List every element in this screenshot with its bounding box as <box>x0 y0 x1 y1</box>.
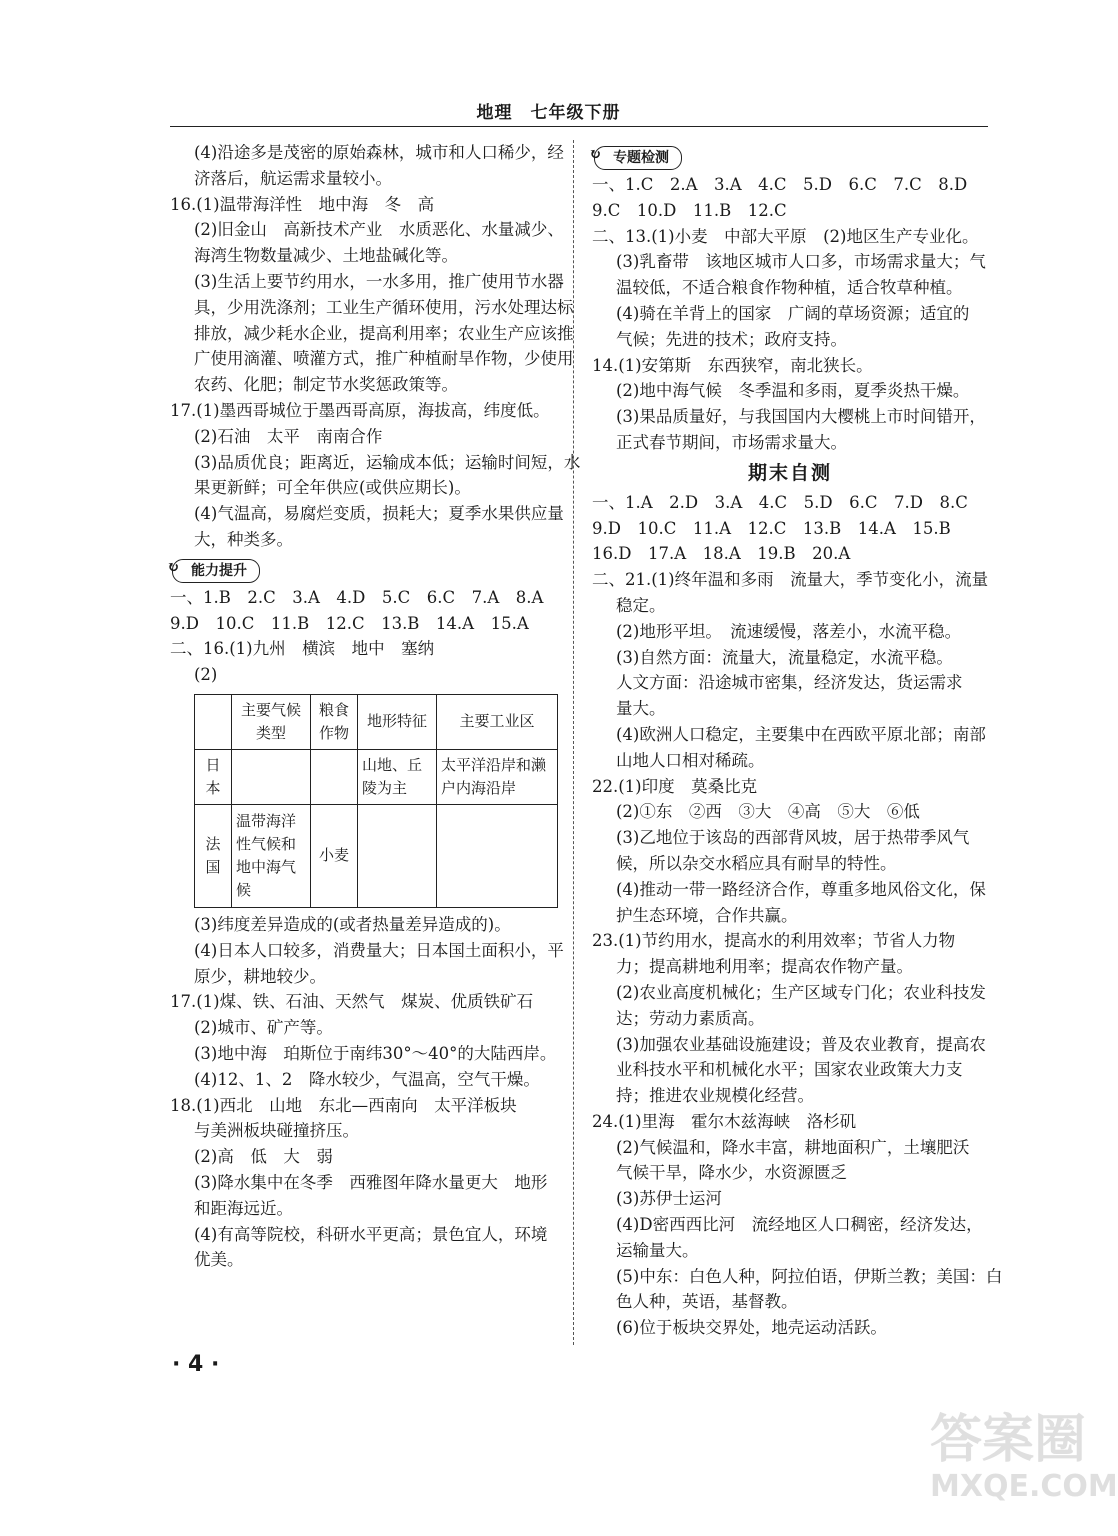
answer-line: 9.D 10.C 11.A 12.C 13.B 14.A 15.B <box>592 518 951 538</box>
answer-line: 一、1.B 2.C 3.A 4.D 5.C 6.C 7.A 8.A <box>170 587 544 607</box>
table-header-cell: 主要工业区 <box>437 694 558 749</box>
answer-line: (4)骑在羊背上的国家 广阔的草场资源；适宜的 <box>616 303 970 323</box>
answer-line: 量大。 <box>616 699 666 719</box>
answer-line: 温较低，不适合粮食作物种植，适合牧草种植。 <box>616 278 963 298</box>
answer-line: 达；劳动力素质高。 <box>616 1008 765 1028</box>
answer-line: (4)有高等院校，科研水平更高；景色宜人，环境 <box>194 1224 548 1244</box>
answer-line: (2)高 低 大 弱 <box>194 1147 333 1167</box>
watermark-text-cn: 答案圈 <box>930 1410 1087 1470</box>
section-badge-ability <box>167 557 260 583</box>
answer-line: (4)推动一带一路经济合作，尊重多地风俗文化，保 <box>616 879 986 899</box>
answer-line: (4)欧洲人口稳定，主要集中在西欧平原北部；南部 <box>616 724 986 744</box>
answer-line: (3)果品质量好，与我国国内大樱桃上市时间错开， <box>616 407 986 427</box>
table-cell-country: 法国 <box>195 804 232 907</box>
answer-line: 与美洲板块碰撞挤压。 <box>194 1121 359 1141</box>
answer-line: 力；提高耕地利用率；提高农作物产量。 <box>616 957 913 977</box>
page-header: 地理 七年级下册 <box>476 103 621 123</box>
swirl-arrow-icon: ↻ <box>167 557 180 576</box>
table-header-cell: 粮食作物 <box>311 694 358 749</box>
answer-line: 二、16.(1)九州 横滨 地中 塞纳 <box>170 639 435 659</box>
answer-line: (2)石油 太平 南南合作 <box>194 426 383 446</box>
watermark-text-en: MXQE.COM <box>930 1469 1118 1504</box>
answer-line: (4)沿途多是茂密的原始森林，城市和人口稀少，经 <box>194 143 564 162</box>
badge-label: 专题检测 <box>613 150 669 166</box>
answer-line: 果更新鲜；可全年供应(或供应期长)。 <box>194 478 471 498</box>
answer-line: (6)位于板块交界处，地壳运动活跃。 <box>616 1318 887 1338</box>
table-cell <box>232 749 311 804</box>
answer-line: 9.C 10.D 11.B 12.C <box>592 200 787 220</box>
answer-line: 护生态环境，合作共赢。 <box>616 905 798 925</box>
right-answers-topic <box>592 172 988 456</box>
answer-line: (2)农业高度机械化；生产区域专门化；农业科技发 <box>616 982 986 1002</box>
answer-line: 持；推进农业规模化经营。 <box>616 1086 814 1106</box>
section-badge-topic-test <box>589 145 682 170</box>
answer-line: (2)旧金山 高新技术产业 水质恶化、水量减少、 <box>194 220 564 240</box>
table-cell-country: 日本 <box>195 749 232 804</box>
answer-line: (2)①东 ②西 ③大 ④高 ⑤大 ⑥低 <box>616 802 920 822</box>
answer-line: (3)苏伊士运河 <box>616 1189 722 1209</box>
answer-line: 大，种类多。 <box>194 529 293 549</box>
answer-line: 9.D 10.C 11.B 12.C 13.B 14.A 15.A <box>170 613 529 633</box>
answer-line: (3)降水集中在冬季 西雅图年降水量更大 地形 <box>194 1172 548 1192</box>
answer-line: 业科技水平和机械化水平；国家农业政策大力支 <box>616 1060 963 1080</box>
answer-line: 一、1.A 2.D 3.A 4.C 5.D 6.C 7.D 8.C <box>592 492 968 512</box>
answer-line: 16.(1)温带海洋性 地中海 冬 高 <box>170 194 435 214</box>
watermark-logo <box>930 1410 1118 1530</box>
answer-line: 人文方面：沿途城市密集，经济发达，货运需求 <box>616 673 963 693</box>
answer-line: 一、1.C 2.A 3.A 4.C 5.D 6.C 7.C 8.D <box>592 175 968 194</box>
answer-line: (4)日本人口较多，消费量大；日本国土面积小，平 <box>194 940 564 960</box>
answer-line: 色人种，英语，基督教。 <box>616 1292 798 1312</box>
answer-line: (4)12、1、2 降水较少，气温高，空气干燥。 <box>194 1069 540 1089</box>
answer-line: 16.D 17.A 18.A 19.B 20.A <box>592 544 851 564</box>
header-rule <box>170 126 988 127</box>
table-header-row <box>195 694 558 749</box>
table-cell <box>311 749 358 804</box>
answer-line: (3)纬度差异造成的(或者热量差异造成的)。 <box>194 914 511 934</box>
answer-line: (3)地中海 珀斯位于南纬30°～40°的大陆西岸。 <box>194 1043 557 1063</box>
table-cell: 太平洋沿岸和濑户内海沿岸 <box>437 749 558 804</box>
left-answers-mid <box>170 585 562 688</box>
answer-line: 22.(1)印度 莫桑比克 <box>592 776 758 796</box>
answer-line: (4)气温高，易腐烂变质，损耗大；夏季水果供应量 <box>194 504 564 524</box>
answer-line: 二、21.(1)终年温和多雨 流量大，季节变化小，流量 <box>592 570 989 590</box>
answer-line: (3)品质优良；距离近，运输成本低；运输时间短，水 <box>194 452 581 472</box>
table-cell <box>437 804 558 907</box>
left-column <box>167 140 581 1273</box>
answer-line: 二、13.(1)小麦 中部大平原 (2)地区生产专业化。 <box>592 226 979 246</box>
answer-line: 山地人口相对稀疏。 <box>616 750 765 770</box>
table-cell: 小麦 <box>311 804 358 907</box>
swirl-arrow-icon: ↻ <box>589 145 602 163</box>
answer-line: 和距海远近。 <box>194 1198 293 1218</box>
left-answers-top <box>170 140 581 553</box>
answer-line: (3)加强农业基础设施建设；普及农业教育，提高农 <box>616 1034 986 1054</box>
answer-line: 18.(1)西北 山地 东北—西南向 太平洋板块 <box>170 1095 517 1115</box>
answer-line: (3)生活上要节约用水，一水多用，推广使用节水器 <box>194 271 564 291</box>
answer-line: 具，少用洗涤剂；工业生产循环使用，污水处理达标 <box>194 297 574 317</box>
right-column <box>589 140 1003 1341</box>
table-header-cell: 主要气候类型 <box>232 694 311 749</box>
answer-line: 原少，耕地较少。 <box>194 966 326 986</box>
answer-line: (2)气候温和，降水丰富，耕地面积广，土壤肥沃 <box>616 1137 970 1157</box>
answer-line: (2)城市、矿产等。 <box>194 1018 333 1038</box>
table-cell: 温带海洋性气候和地中海气候 <box>232 804 311 907</box>
answer-line: 济落后，航运需求量较小。 <box>194 168 392 188</box>
answer-line: (5)中东：白色人种，阿拉伯语，伊斯兰教；美国：白 <box>616 1266 1003 1286</box>
table-row <box>195 749 558 804</box>
answer-line: 广使用滴灌、喷灌方式，推广种植耐旱作物，少使用 <box>194 349 574 369</box>
table-cell <box>358 804 437 907</box>
answer-line: (2)地中海气候 冬季温和多雨，夏季炎热干燥。 <box>616 381 970 401</box>
answer-line: 23.(1)节约用水，提高水的利用效率；节省人力物 <box>592 931 956 951</box>
badge-label: 能力提升 <box>191 562 247 579</box>
page-number: · 4 · <box>172 1352 220 1377</box>
answer-line: (2)地形平坦。 流速缓慢，落差小，水流平稳。 <box>616 621 962 641</box>
answer-line: 14.(1)安第斯 东西狭窄，南北狭长。 <box>592 355 873 375</box>
answer-table <box>194 694 558 908</box>
answer-line: 海湾生物数量减少、土地盐碱化等。 <box>194 246 458 266</box>
answer-line: (3)自然方面：流量大，流量稳定，水流平稳。 <box>616 647 953 667</box>
answer-line: 气候；先进的技术；政府支持。 <box>616 329 847 349</box>
answer-line: 排放，减少耗水企业，提高利用率；农业生产应该推 <box>194 323 574 343</box>
answer-line: (3)乳畜带 该地区城市人口多，市场需求量大；气 <box>616 252 986 272</box>
answer-line: (4)D密西西比河 流经地区人口稠密，经济发达， <box>616 1215 983 1235</box>
section-title-final-test: 期末自测 <box>747 461 832 484</box>
answer-line: 优美。 <box>194 1250 244 1270</box>
answer-line: 正式春节期间，市场需求量大。 <box>616 432 847 452</box>
table-header-cell <box>195 694 232 749</box>
answer-line: (2) <box>194 665 218 685</box>
table-cell: 山地、丘陵为主 <box>358 749 437 804</box>
answer-line: 17.(1)墨西哥城位于墨西哥高原，海拔高，纬度低。 <box>170 400 550 420</box>
answer-line: 运输量大。 <box>616 1240 699 1260</box>
answer-line: 农药、化肥；制定节水奖惩政策等。 <box>194 375 458 395</box>
answer-line: 17.(1)煤、铁、石油、天然气 煤炭、优质铁矿石 <box>170 992 534 1012</box>
answer-line: 24.(1)里海 霍尔木兹海峡 洛杉矶 <box>592 1111 857 1131</box>
answer-line: 候，所以杂交水稻应具有耐旱的特性。 <box>616 853 897 873</box>
answer-line: 稳定。 <box>616 595 666 615</box>
table-header-cell: 地形特征 <box>358 694 437 749</box>
left-answers-bottom <box>170 912 562 1273</box>
answer-line: (3)乙地位于该岛的西部背风坡，居于热带季风气 <box>616 828 970 848</box>
table-row <box>195 804 558 907</box>
right-answers-final <box>592 490 1003 1341</box>
answer-line: 气候干旱，降水少，水资源匮乏 <box>616 1163 847 1183</box>
